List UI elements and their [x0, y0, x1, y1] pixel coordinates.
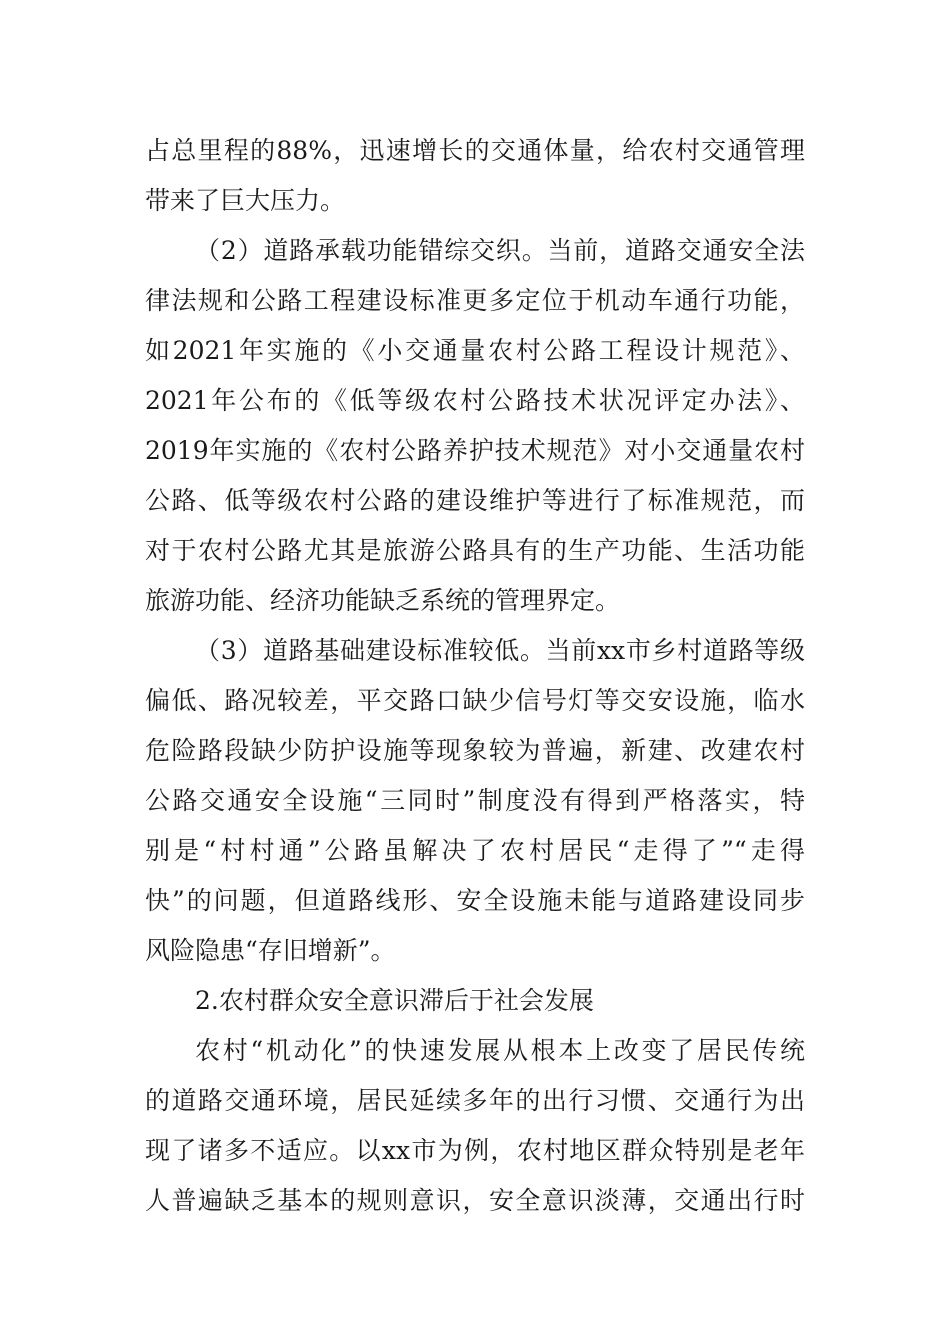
text-line: 现了诸多不适应。以xx市为例，农村地区群众特别是老年 — [145, 1136, 805, 1165]
text-line: 公路交通安全设施“三同时”制度没有得到严格落实，特 — [145, 786, 805, 815]
text-line: 带来了巨大压力。 — [145, 186, 346, 215]
text-line: 风险隐患“存旧增新”。 — [145, 936, 396, 965]
text-line: 危险路段缺少防护设施等现象较为普遍，新建、改建农村 — [145, 736, 805, 765]
text-line: 的道路交通环境，居民延续多年的出行习惯、交通行为出 — [145, 1086, 805, 1115]
text-line: 偏低、路况较差，平交路口缺少信号灯等交安设施，临水 — [145, 686, 805, 715]
text-line: 占总里程的88%，迅速增长的交通体量，给农村交通管理 — [145, 136, 805, 165]
text-line: （3）道路基础建设标准较低。当前xx市乡村道路等级 — [195, 636, 805, 665]
text-line: 2019年实施的《农村公路养护技术规范》对小交通量农村 — [145, 436, 805, 465]
section-heading: 2.农村群众安全意识滞后于社会发展 — [195, 986, 594, 1015]
text-line: 对于农村公路尤其是旅游公路具有的生产功能、生活功能 — [145, 536, 805, 565]
text-line: 公路、低等级农村公路的建设维护等进行了标准规范，而 — [145, 486, 805, 515]
text-line: 旅游功能、经济功能缺乏系统的管理界定。 — [145, 586, 621, 615]
text-line: （2）道路承载功能错综交织。当前，道路交通安全法 — [195, 236, 805, 265]
text-line: 如2021年实施的《小交通量农村公路工程设计规范》、 — [145, 336, 805, 365]
text-line: 人普遍缺乏基本的规则意识，安全意识淡薄，交通出行时 — [145, 1186, 805, 1215]
text-line: 农村“机动化”的快速发展从根本上改变了居民传统 — [195, 1036, 805, 1065]
text-line: 快”的问题，但道路线形、安全设施未能与道路建设同步 — [145, 886, 805, 915]
text-line: 2021年公布的《低等级农村公路技术状况评定办法》、 — [145, 386, 805, 415]
text-line: 别是“村村通”公路虽解决了农村居民“走得了”“走得 — [145, 836, 805, 865]
text-line: 律法规和公路工程建设标准更多定位于机动车通行功能， — [145, 286, 805, 315]
